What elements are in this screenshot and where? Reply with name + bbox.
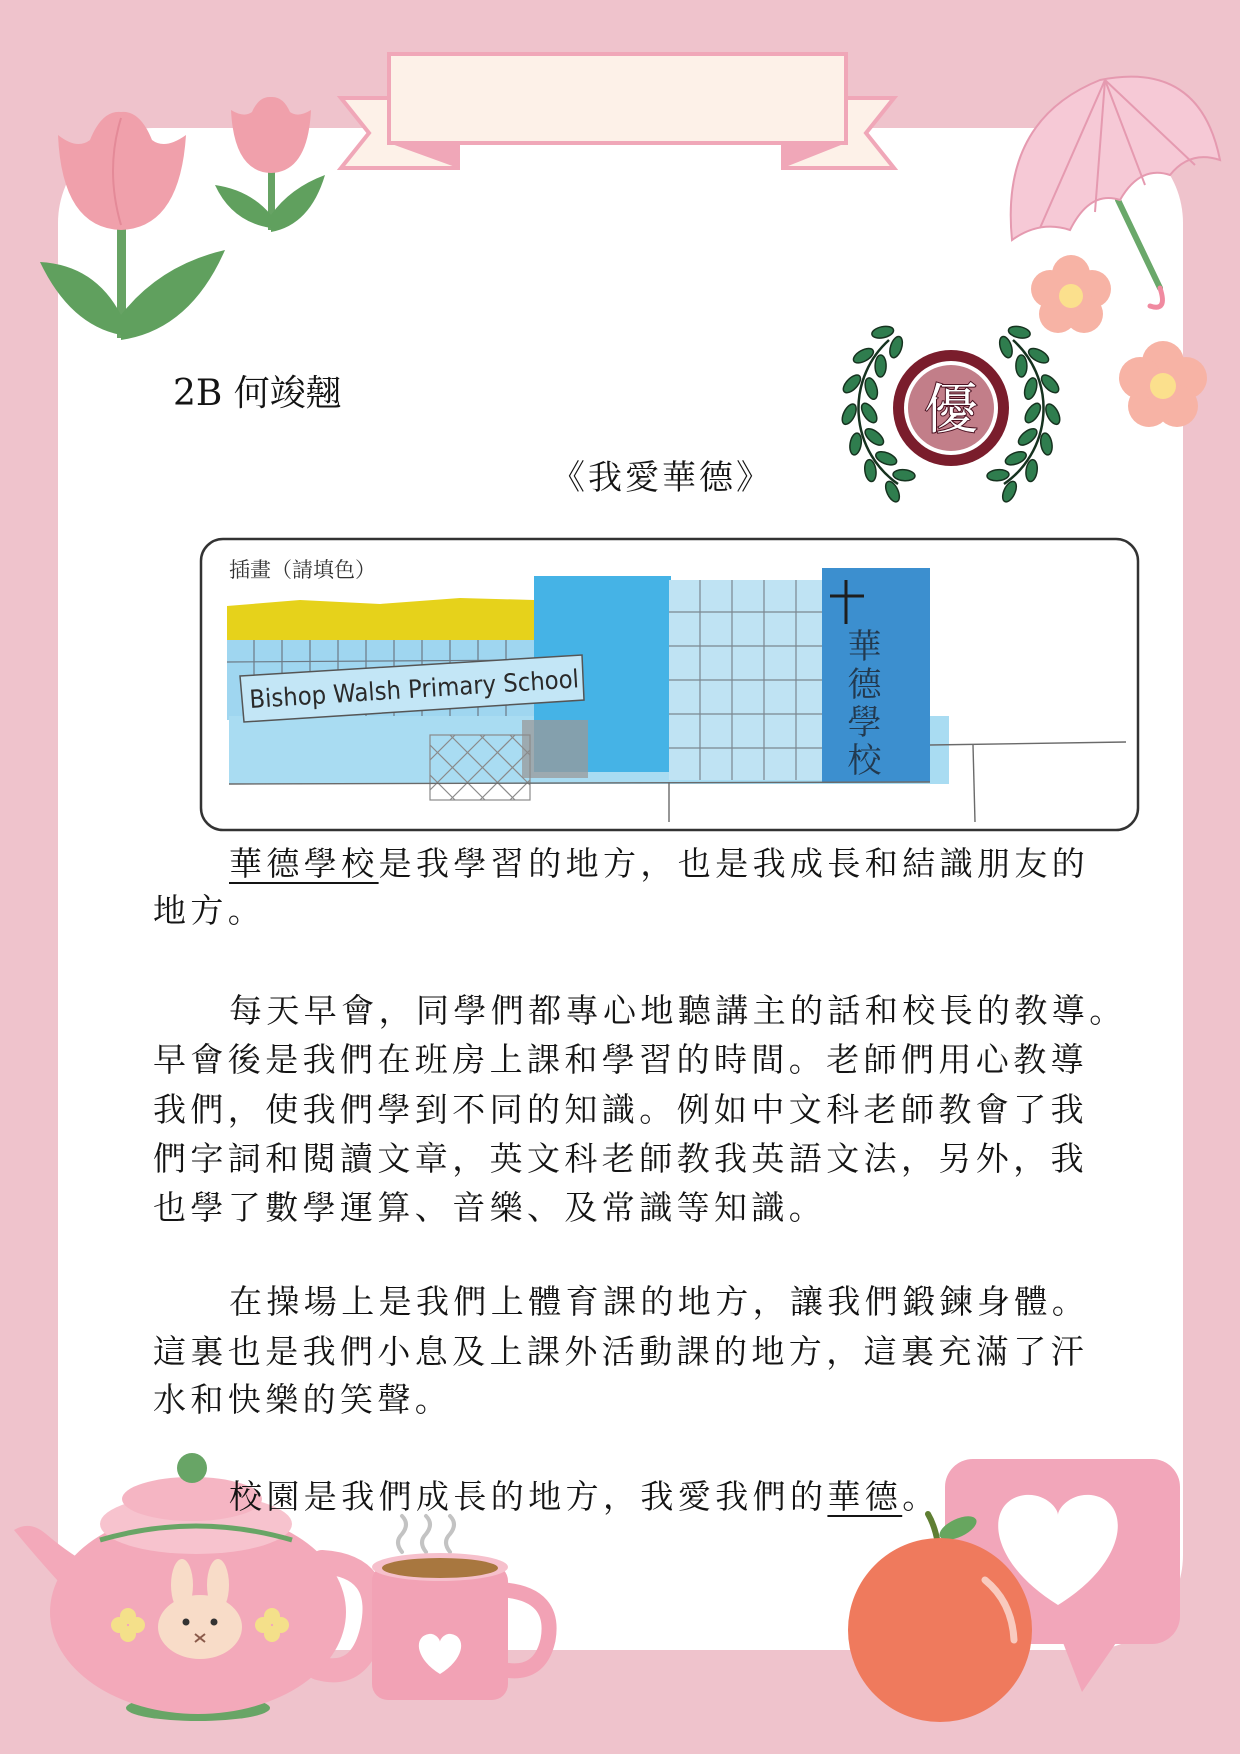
mug-coffee [382, 1558, 498, 1578]
essay-line [153, 1328, 1088, 1376]
student-name: 2B 何竣翹 [173, 373, 342, 414]
line-text: 校園是我們成長的地方，我愛我們的 [229, 1477, 828, 1516]
line-text: 。 [902, 1477, 940, 1516]
clover-petal [111, 1617, 127, 1633]
essay-line [229, 1278, 1089, 1326]
line-text: 早會後是我們在班房上課和學習的時間。老師們用心教導 [153, 1040, 1088, 1079]
bunny-eye [211, 1619, 218, 1626]
grade-character: 優 [924, 378, 978, 441]
line-text: 這裏也是我們小息及上課外活動課的地方，這裏充滿了汗 [153, 1332, 1088, 1371]
apple-body [848, 1538, 1032, 1722]
illustration [201, 539, 1138, 830]
laurel-leaf [1016, 355, 1027, 377]
flower-center [1150, 373, 1176, 399]
essay-line [229, 840, 1089, 888]
ribbon-band [389, 54, 846, 143]
line-text: 水和快樂的笑聲。 [153, 1380, 453, 1419]
teapot-knob [177, 1453, 207, 1483]
essay-line [153, 1036, 1088, 1084]
illustration-label: 插畫（請填色） [229, 558, 376, 582]
essay-title: 《我愛華德》 [551, 458, 773, 498]
speech-bubble-tail [1062, 1640, 1118, 1692]
line-text: 地方。 [153, 891, 266, 930]
laurel-leaf [875, 355, 886, 377]
essay-line [153, 1376, 452, 1424]
flower-center [1059, 284, 1083, 308]
clover-petal [255, 1617, 271, 1633]
essay-line [153, 1135, 1088, 1183]
drawing-gray-area [522, 720, 588, 778]
essay-line [229, 1473, 940, 1521]
line-text: 是我學習的地方，也是我成長和結識朋友的 [378, 844, 1090, 883]
drawing-yellow-roof [227, 598, 534, 645]
essay-line [153, 1184, 826, 1232]
bunny-eye [183, 1619, 190, 1626]
drawing-tower-text: 華德學校 [841, 628, 881, 780]
school-name: 華德 [827, 1477, 903, 1516]
line-text: 我們，使我們學到不同的知識。例如中文科老師教會了我 [153, 1090, 1088, 1129]
mug-body [372, 1565, 508, 1700]
essay-line [153, 887, 265, 935]
bunny-head [158, 1595, 242, 1659]
line-text: 也學了數學運算、音樂、及常識等知識。 [153, 1188, 827, 1227]
school-name: 華德學校 [229, 844, 379, 883]
essay-line [229, 987, 1127, 1035]
line-text: 每天早會，同學們都專心地聽講主的話和校長的教導。 [229, 991, 1127, 1030]
line-text: 們字詞和閱讀文章，英文科老師教我英語文法，另外，我 [153, 1139, 1088, 1178]
drawing-sign-text: Bishop Walsh Primary School [248, 662, 612, 714]
line-text: 在操場上是我們上體育課的地方，讓我們鍛鍊身體。 [229, 1282, 1090, 1321]
essay-line [153, 1086, 1088, 1134]
